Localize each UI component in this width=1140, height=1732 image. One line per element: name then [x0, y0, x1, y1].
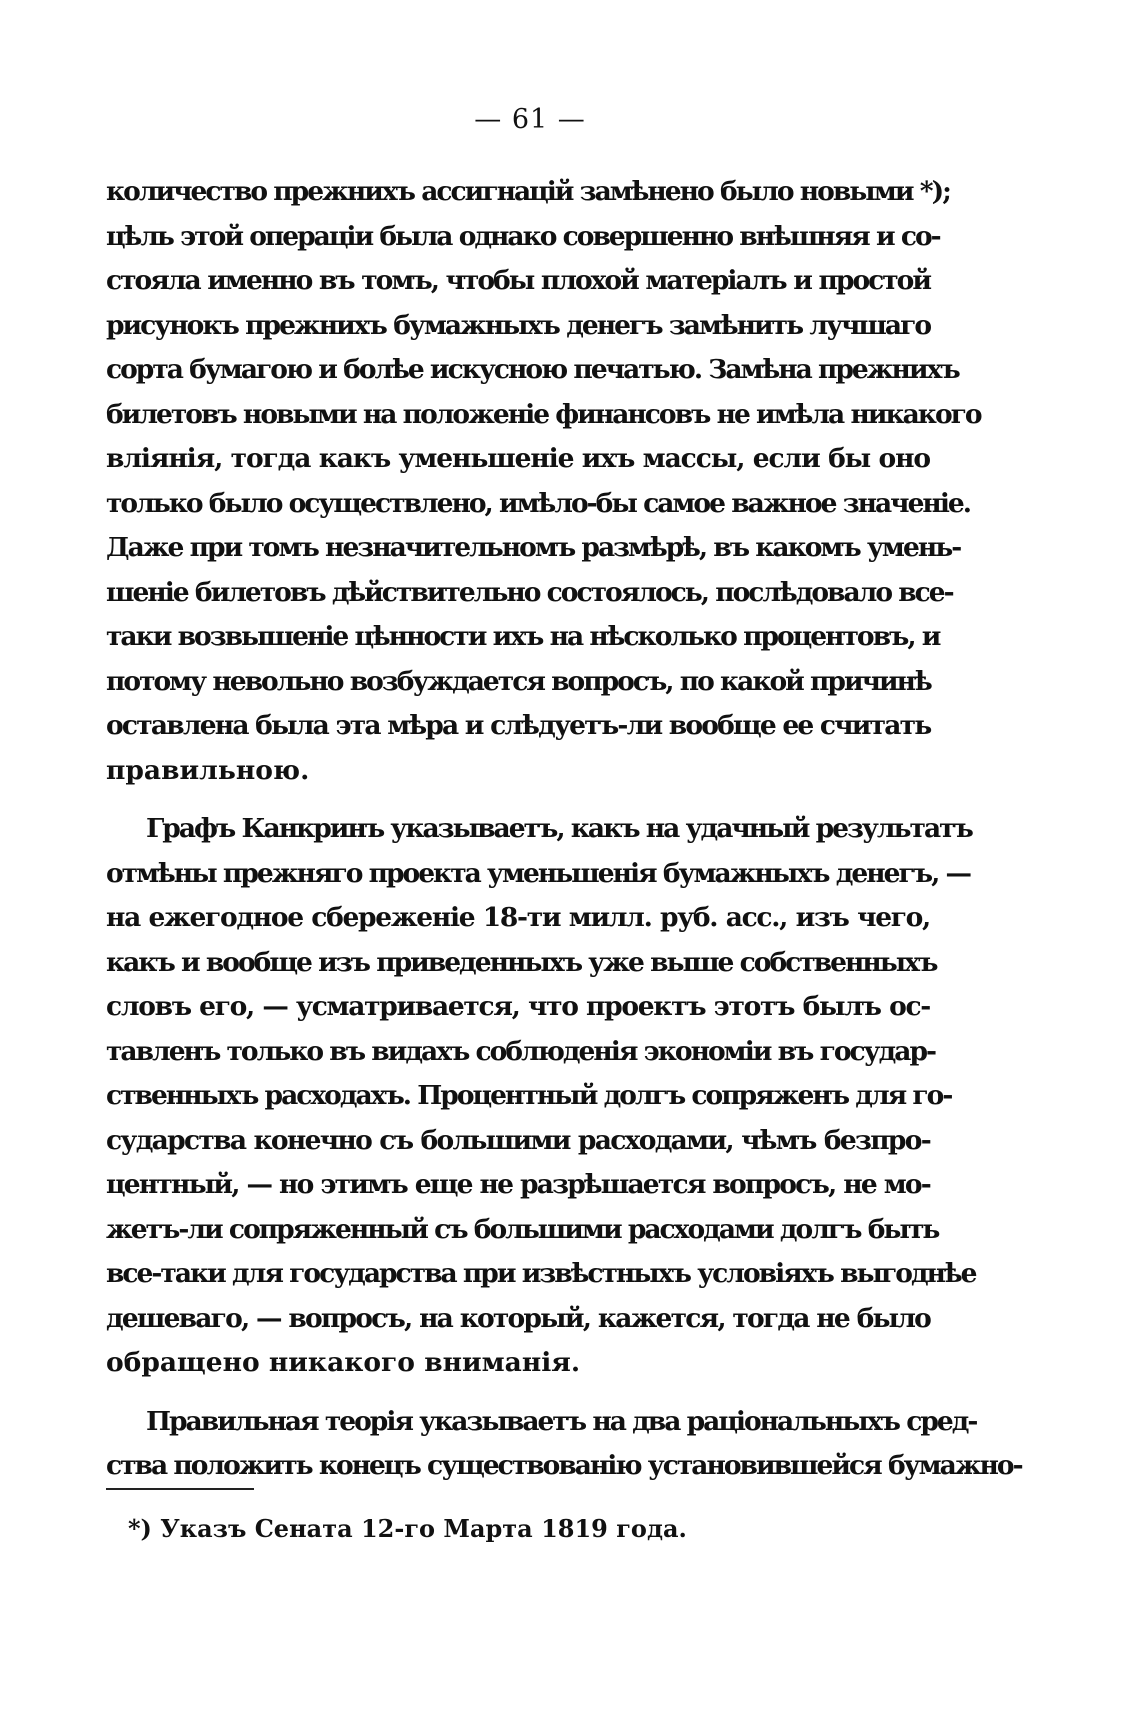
text-line: все-таки для государства при извѣстныхъ условіяхъ выгоднѣе [106, 1258, 976, 1289]
text-line: какъ и вообще изъ приведенныхъ уже выше собственныхъ [106, 946, 937, 978]
text-line: таки возвышеніе цѣнности ихъ на нѣсколько процентовъ, и [106, 621, 940, 652]
footnote-divider [106, 1488, 254, 1490]
text-line: вліянія, тогда какъ уменьшеніе ихъ массы, если бы оно [106, 443, 930, 474]
text-line: обращено никакого вниманія. [106, 1347, 581, 1378]
text-line: оставлена была эта мѣра и слѣдуетъ-ли вообще ее считать [106, 710, 931, 741]
paragraph-1 [106, 170, 981, 793]
text-line: тавленъ только въ видахъ соблюденія экономіи въ государ- [106, 1035, 935, 1067]
text-line: Даже при томъ незначительномъ размѣрѣ, въ какомъ умень- [106, 532, 961, 563]
text-line: на ежегодное сбереженіе 18-ти милл. руб. асс., изъ чего, [106, 902, 930, 933]
text-line: жетъ-ли сопряженный съ большими расходами долгъ быть [106, 1213, 939, 1245]
text-line: правильною. [106, 754, 310, 786]
text-line: Правильная теорія указываетъ на два раціональныхъ сред- [146, 1405, 977, 1437]
page-number: — 61 — [474, 104, 586, 135]
text-line: словъ его, — усматривается, что проектъ этотъ былъ ос- [106, 991, 930, 1022]
paragraph-2 [106, 807, 976, 1386]
text-line: стояла именно въ томъ, чтобы плохой матеріалъ и простой [106, 265, 930, 296]
text-line: ственныхъ расходахъ. Процентный долгъ сопряженъ для го- [106, 1080, 952, 1111]
text-line: сорта бумагою и болѣе искусною печатью. Замѣна прежнихъ [106, 354, 959, 385]
text-line: только было осуществлено, имѣло-бы самое важное значеніе. [106, 487, 970, 519]
text-line: отмѣны прежняго проекта уменьшенія бумажныхъ денегъ, — [106, 857, 971, 889]
text-line: сударства конечно съ большими расходами, чѣмъ безпро- [106, 1124, 930, 1156]
text-line: ства положить конецъ существованію установившейся бумажно- [106, 1450, 1022, 1481]
text-line: цѣль этой операціи была однако совершенно внѣшняя и со- [106, 220, 940, 252]
text-line: рисунокъ прежнихъ бумажныхъ денегъ замѣнить лучшаго [106, 309, 930, 341]
text-line: дешеваго, — вопросъ, на который, кажется, тогда не было [106, 1302, 930, 1334]
text-line: потому невольно возбуждается вопросъ, по какой причинѣ [106, 665, 931, 697]
body-text [106, 170, 1022, 1489]
text-line: количество прежнихъ ассигнацій замѣнено было новыми *); [106, 176, 950, 207]
paragraph-3 [106, 1400, 1022, 1489]
text-line: центный, — но этимъ еще не разрѣшается вопросъ, не мо- [106, 1169, 930, 1200]
footnote: *) Указъ Сената 12-го Марта 1819 года. [128, 1514, 687, 1543]
text-line: шеніе билетовъ дѣйствительно состоялось, послѣдовало все- [106, 576, 953, 608]
text-line: Графъ Канкринъ указываетъ, какъ на удачный результатъ [146, 813, 972, 844]
text-line: билетовъ новыми на положеніе финансовъ не имѣла никакого [106, 398, 981, 430]
